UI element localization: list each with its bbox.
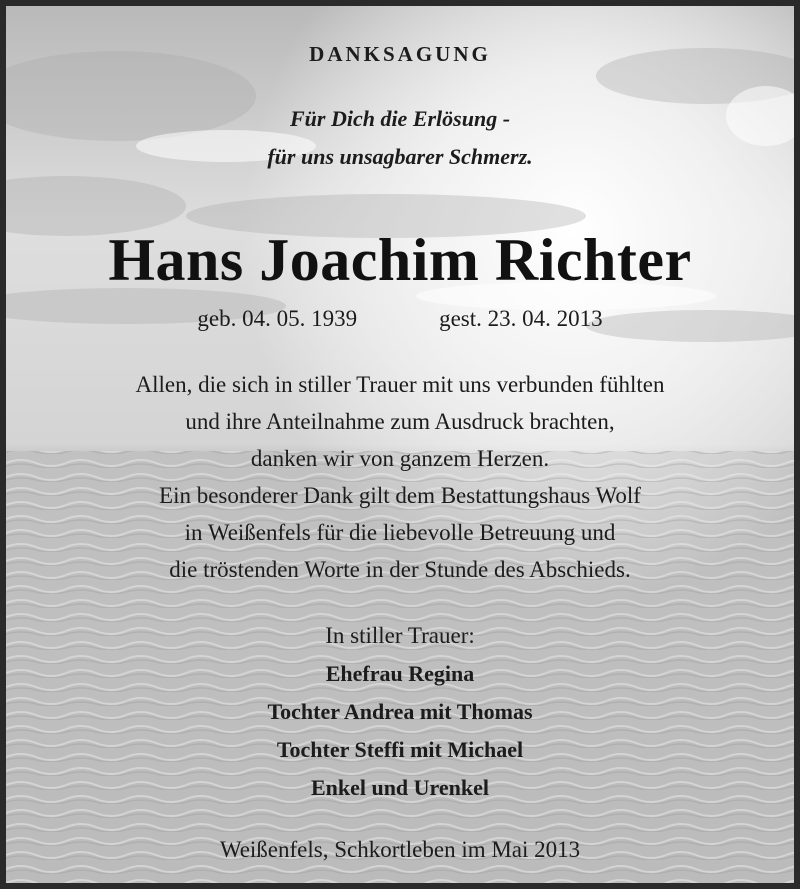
death-date: gest. 23. 04. 2013	[439, 306, 603, 331]
deceased-name: Hans Joachim Richter	[108, 227, 692, 293]
thanks-line-2: und ihre Anteilnahme zum Ausdruck brachten,	[185, 409, 615, 434]
mourner-1: Ehefrau Regina	[325, 661, 475, 686]
mourner-4: Enkel und Urenkel	[310, 775, 490, 800]
birth-date: geb. 04. 05. 1939	[197, 306, 358, 331]
mourner-3: Tochter Steffi mit Michael	[276, 737, 524, 762]
thanks-line-1: Allen, die sich in stiller Trauer mit uns verbunden fühlten	[135, 372, 665, 397]
heading: DANKSAGUNG	[309, 42, 491, 66]
notice-text	[6, 6, 794, 883]
motto-line-1: Für Dich die Erlösung -	[289, 106, 511, 131]
place-and-date: Weißenfels, Schkortleben im Mai 2013	[219, 837, 581, 862]
thanks-line-5: in Weißenfels für die liebevolle Betreuung und	[184, 520, 616, 545]
mourner-2: Tochter Andrea mit Thomas	[267, 699, 533, 724]
thanks-line-4: Ein besonderer Dank gilt dem Bestattungshaus Wolf	[159, 483, 641, 508]
mourners-label: In stiller Trauer:	[325, 623, 475, 648]
thanks-line-6: die tröstenden Worte in der Stunde des Abschieds.	[169, 557, 631, 582]
motto-line-2: für uns unsagbarer Schmerz.	[267, 144, 533, 169]
life-dates	[6, 306, 794, 332]
thanks-line-3: danken wir von ganzem Herzen.	[250, 446, 550, 471]
